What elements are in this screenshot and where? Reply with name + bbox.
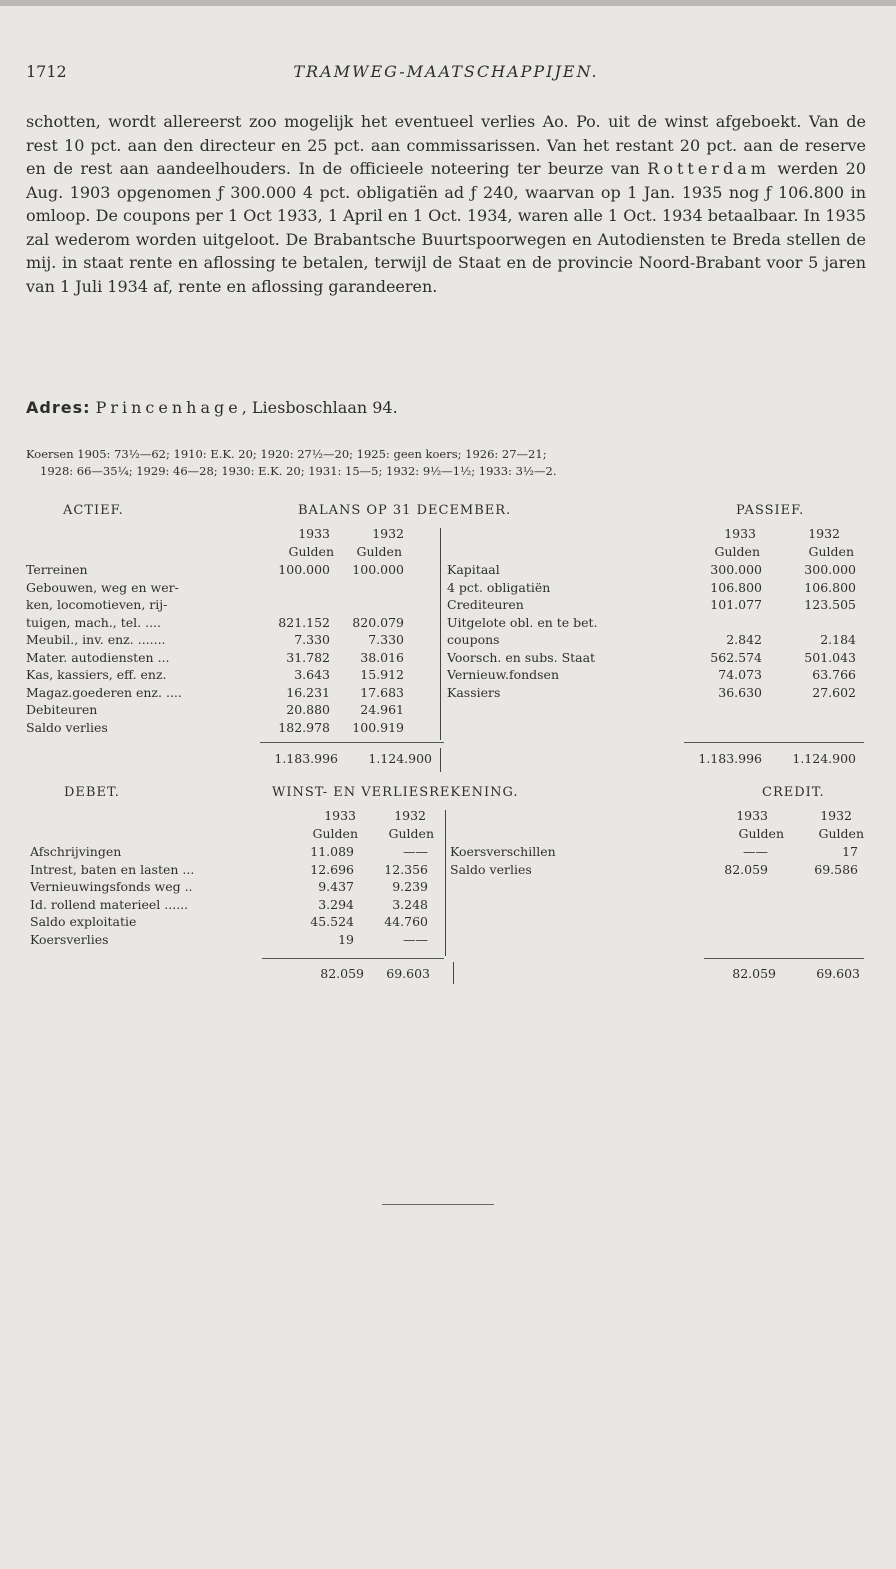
passief-row-value-1933: 36.630 [718, 684, 762, 700]
actief-year-1932: 1932 [372, 526, 404, 541]
body-text-part2: werden 20 Aug. 1903 opgenomen ƒ 300.000 4 pct. obligatiën ad ƒ 240, waarvan op 1 Jan. 1935 nog ƒ 106.800 in omloop. De coupons per 1 Oct 1933, 1 April en 1 Oct. 1934, waren alle 1 Oct. 1934 betaalbaar. In 1935 zal wederom worden uitgeloot. De Brabantsche Buurtspoorwegen en Autodiensten te Breda stellen de mij. in staat rente en aflossing te betalen, terwijl de Staat en de provincie Noord-Brabant voor 5 jaren van 1 Juli 1934 af, rente en aflossing garandeeren. [26, 159, 866, 296]
actief-row-label: ken, locomotieven, rij- [26, 597, 168, 612]
debet-row-value-1933: 9.437 [318, 879, 354, 894]
actief-row-value-1933: 821.152 [278, 614, 330, 630]
actief-total-1933: 1.183.996 [274, 751, 338, 766]
credit-row-value-1933: —— [743, 844, 768, 859]
page-top-edge [0, 0, 896, 6]
debet-row-label: Saldo exploitatie [30, 914, 137, 929]
passief-unit-1933: Gulden [714, 544, 760, 559]
debet-row-label: Afschrijvingen [30, 844, 122, 859]
credit-total-1933: 82.059 [732, 966, 776, 981]
actief-row-value-1932: 15.912 [360, 667, 404, 682]
debet-row-label: Id. rollend materieel ...... [30, 896, 189, 912]
actief-row-value-1933: 16.231 [286, 684, 330, 700]
passief-row-value-1932: 123.505 [804, 597, 856, 612]
passief-row-value-1932: 106.800 [804, 579, 856, 595]
credit-unit-1933: Gulden [738, 826, 784, 841]
debet-row-value-1932: —— [403, 844, 428, 859]
credit-heading: CREDIT. [762, 785, 825, 800]
passief-row-value-1932: 63.766 [812, 667, 856, 682]
actief-row-value-1932: 7.330 [368, 632, 404, 647]
actief-row-label: Magaz.goederen enz. .... [26, 684, 182, 700]
debet-row-value-1932: 9.239 [392, 879, 428, 894]
debet-row-value-1933: 19 [338, 931, 354, 947]
passief-row-value-1933: 101.077 [710, 597, 762, 612]
actief-row-value-1932: 17.683 [360, 684, 404, 700]
running-title: TRAMWEG-MAATSCHAPPIJEN. [293, 62, 599, 81]
debet-total-1932: 69.603 [386, 966, 430, 981]
actief-total-rule [260, 742, 444, 743]
debet-year-1932: 1932 [394, 808, 426, 823]
page-end-rule [382, 1204, 494, 1205]
passief-row-label: Vernieuw.fondsen [447, 667, 560, 682]
credit-total-rule [704, 958, 864, 959]
passief-row-value-1933: 562.574 [710, 649, 762, 665]
actief-row-value-1933: 7.330 [294, 632, 330, 647]
credit-year-1932: 1932 [820, 808, 852, 823]
passief-row-label: Kassiers [447, 684, 501, 700]
debet-row-label: Koersverlies [30, 931, 109, 947]
actief-row-label: Debiteuren [26, 702, 98, 717]
passief-row-value-1933: 106.800 [710, 579, 762, 595]
debet-row-value-1932: 44.760 [384, 914, 428, 929]
credit-year-1933: 1933 [736, 808, 768, 823]
actief-row-label: Meubil., inv. enz. ....... [26, 632, 166, 647]
passief-row-label: Voorsch. en subs. Staat [447, 649, 596, 665]
passief-unit-1932: Gulden [808, 544, 854, 559]
passief-year-1933: 1933 [724, 526, 756, 541]
address-place: Princenhage [95, 398, 242, 417]
actief-total-1932: 1.124.900 [368, 751, 432, 766]
address-label: Adres: [26, 398, 91, 417]
debet-row-value-1933: 11.089 [310, 844, 354, 859]
actief-row-label: Terreinen [26, 562, 88, 577]
passief-row-value-1932: 27.602 [812, 684, 856, 700]
debet-year-1933: 1933 [324, 808, 356, 823]
actief-row-value-1933: 100.000 [278, 562, 330, 577]
actief-row-value-1932: 100.919 [352, 719, 404, 735]
actief-unit-1933: Gulden [288, 544, 334, 559]
passief-row-value-1933: 74.073 [718, 667, 762, 682]
actief-row-value-1932: 38.016 [360, 649, 404, 665]
passief-total-1932: 1.124.900 [792, 751, 856, 766]
credit-row-label: Saldo verlies [450, 861, 532, 877]
passief-heading: PASSIEF. [736, 503, 805, 518]
passief-row-label: Crediteuren [447, 597, 524, 612]
passief-row-label: Kapitaal [447, 562, 500, 577]
passief-row-value-1932: 2.184 [820, 632, 856, 647]
passief-row-value-1932: 501.043 [804, 649, 856, 665]
body-text-part1: schotten, wordt allereerst zoo mogelijk het eventueel verlies Ao. Po. uit de winst afgeboekt. Van de rest 10 pct. aan den directeur en 25 pct. aan commissarissen. Van het restant 20 pct. aan de reserve en de rest aan aandeelhouders. In de officieele noteering ter beurze van [26, 112, 866, 178]
profit-loss-title: WINST- EN VERLIESREKENING. [272, 785, 519, 800]
passief-total-1933: 1.183.996 [698, 751, 762, 766]
passief-year-1932: 1932 [808, 526, 840, 541]
koersen-block [26, 446, 866, 480]
actief-row-value-1932: 100.000 [352, 562, 404, 577]
credit-row-label: Koersverschillen [450, 844, 556, 859]
passief-row-label: Uitgelote obl. en te bet. [447, 614, 598, 630]
actief-unit-1932: Gulden [356, 544, 402, 559]
actief-row-value-1932: 820.079 [352, 614, 404, 630]
credit-unit-1932: Gulden [818, 826, 864, 841]
actief-row-label: Gebouwen, weg en wer- [26, 579, 179, 595]
profit-loss-divider [445, 810, 446, 956]
actief-row-label: Mater. autodiensten ... [26, 649, 170, 665]
actief-row-value-1933: 3.643 [294, 667, 330, 682]
debet-unit-1932: Gulden [388, 826, 434, 841]
credit-total-1932: 69.603 [816, 966, 860, 981]
actief-row-value-1932: 24.961 [360, 702, 404, 717]
koersen-line-2: 1928: 66—35¼; 1929: 46—28; 1930: E.K. 20; 1931: 15—5; 1932: 9½—1½; 1933: 3½—2. [40, 464, 557, 478]
balance-divider [440, 528, 441, 740]
actief-year-1933: 1933 [298, 526, 330, 541]
actief-row-label: Saldo verlies [26, 719, 108, 735]
actief-row-label: Kas, kassiers, eff. enz. [26, 667, 167, 682]
credit-row-value-1933: 82.059 [724, 861, 768, 877]
body-paragraph [26, 110, 866, 298]
debet-row-label: Intrest, baten en lasten ... [30, 861, 195, 877]
passief-row-value-1933: 2.842 [726, 632, 762, 647]
passief-row-label: 4 pct. obligatiën [447, 579, 551, 595]
debet-row-value-1932: —— [403, 931, 428, 947]
credit-row-value-1932: 17 [842, 844, 858, 859]
debet-total-1933: 82.059 [320, 966, 364, 981]
debet-row-value-1932: 12.356 [384, 861, 428, 877]
actief-row-label: tuigen, mach., tel. .... [26, 614, 162, 630]
address-street: , Liesboschlaan 94. [241, 398, 398, 417]
passief-row-label: coupons [447, 632, 500, 647]
profit-loss-divider-total [453, 962, 454, 984]
debet-row-value-1932: 3.248 [392, 896, 428, 912]
debet-row-value-1933: 45.524 [310, 914, 354, 929]
passief-row-value-1932: 300.000 [804, 562, 856, 577]
passief-total-rule [684, 742, 864, 743]
address-line [26, 398, 398, 417]
page-header [26, 62, 866, 86]
debet-row-label: Vernieuwingsfonds weg .. [30, 879, 193, 894]
actief-row-value-1933: 182.978 [278, 719, 330, 735]
passief-row-value-1933: 300.000 [710, 562, 762, 577]
debet-row-value-1933: 12.696 [310, 861, 354, 877]
page-number: 1712 [26, 62, 67, 81]
debet-unit-1933: Gulden [312, 826, 358, 841]
debet-total-rule [262, 958, 444, 959]
credit-row-value-1932: 69.586 [814, 861, 858, 877]
city-name: Rotterdam [647, 159, 770, 178]
koersen-line-1: Koersen 1905: 73½—62; 1910: E.K. 20; 1920: 27½—20; 1925: geen koers; 1926: 27—21; [26, 447, 547, 461]
actief-row-value-1933: 20.880 [286, 702, 330, 717]
debet-heading: DEBET. [64, 785, 120, 800]
debet-row-value-1933: 3.294 [318, 896, 354, 912]
actief-heading: ACTIEF. [63, 503, 124, 518]
actief-row-value-1933: 31.782 [286, 649, 330, 665]
balance-divider-total [440, 748, 441, 772]
balance-title: BALANS OP 31 DECEMBER. [298, 503, 512, 518]
